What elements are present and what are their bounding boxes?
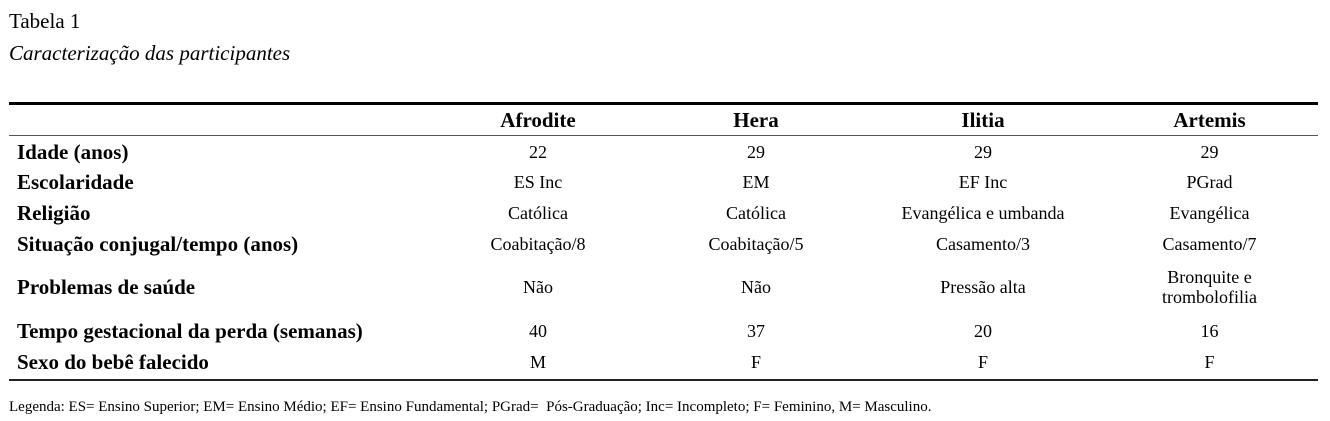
table-row-problemas-saude — [9, 259, 1318, 315]
table-cell: 16 — [1200, 320, 1219, 341]
table-caption-title: Caracterização das participantes — [9, 41, 291, 65]
row-label: Situação conjugal/tempo (anos) — [17, 231, 299, 256]
row-label: Escolaridade — [17, 169, 134, 194]
table-cell: 29 — [974, 142, 992, 162]
table-cell: EF Inc — [958, 171, 1008, 192]
table-row-idade — [9, 135, 1318, 166]
table-cell: Católica — [726, 202, 786, 223]
table-legend: Legenda: ES= Ensino Superior; EM= Ensino Médio; EF= Ensino Fundamental; PGrad= Pós-Graduação; Inc= Incompleto; F= Feminino, M= Masculino. — [9, 399, 932, 415]
table-row-situacao-conjugal — [9, 228, 1318, 259]
row-label: Religião — [17, 200, 91, 225]
row-label: Tempo gestacional da perda (semanas) — [17, 318, 363, 343]
table-cell: Bronquite e trombolofilia — [1162, 267, 1257, 307]
table-cell: Evangélica — [1169, 202, 1250, 223]
table-row-tempo-gestacional — [9, 315, 1318, 346]
table-cell: F — [1204, 351, 1215, 372]
table-cell: 29 — [747, 142, 765, 162]
table-cell: 20 — [974, 320, 992, 341]
table-cell: Casamento/3 — [936, 233, 1030, 254]
table-cell: 29 — [1200, 142, 1219, 162]
table-cell: Não — [523, 277, 553, 297]
table-cell: Coabitação/5 — [708, 233, 804, 254]
table-header-row — [9, 105, 1318, 135]
column-header-ilitia: Ilitia — [961, 107, 1005, 132]
table-row-religiao — [9, 197, 1318, 228]
table-cell: Casamento/7 — [1162, 233, 1257, 254]
row-label: Sexo do bebê falecido — [17, 349, 209, 374]
participants-table — [9, 105, 1318, 377]
table-row-sexo-bebe — [9, 346, 1318, 377]
row-label: Problemas de saúde — [17, 275, 196, 299]
table-cell: F — [750, 351, 761, 372]
table-cell: 22 — [529, 142, 547, 162]
column-header-empty — [9, 105, 429, 135]
table-cell: F — [977, 351, 988, 372]
table-cell: ES Inc — [513, 171, 563, 192]
column-header-afrodite: Afrodite — [500, 107, 576, 132]
table-cell: PGrad — [1186, 171, 1233, 192]
table-bottom-rule — [9, 379, 1318, 381]
table-row-escolaridade — [9, 166, 1318, 197]
table-caption-label: Tabela 1 — [9, 9, 81, 33]
table-cell: 37 — [747, 320, 765, 341]
table-cell: 40 — [529, 320, 547, 341]
table-cell: Coabitação/8 — [490, 233, 586, 254]
table-cell: M — [529, 351, 546, 372]
table-cell: Não — [741, 277, 771, 297]
table-cell: EM — [742, 171, 770, 192]
table-cell: Católica — [508, 202, 568, 223]
table-cell: Pressão alta — [940, 277, 1026, 297]
row-label: Idade (anos) — [17, 140, 129, 164]
table-cell: Evangélica e umbanda — [901, 202, 1065, 223]
column-header-hera: Hera — [733, 107, 779, 132]
column-header-artemis: Artemis — [1173, 107, 1246, 132]
